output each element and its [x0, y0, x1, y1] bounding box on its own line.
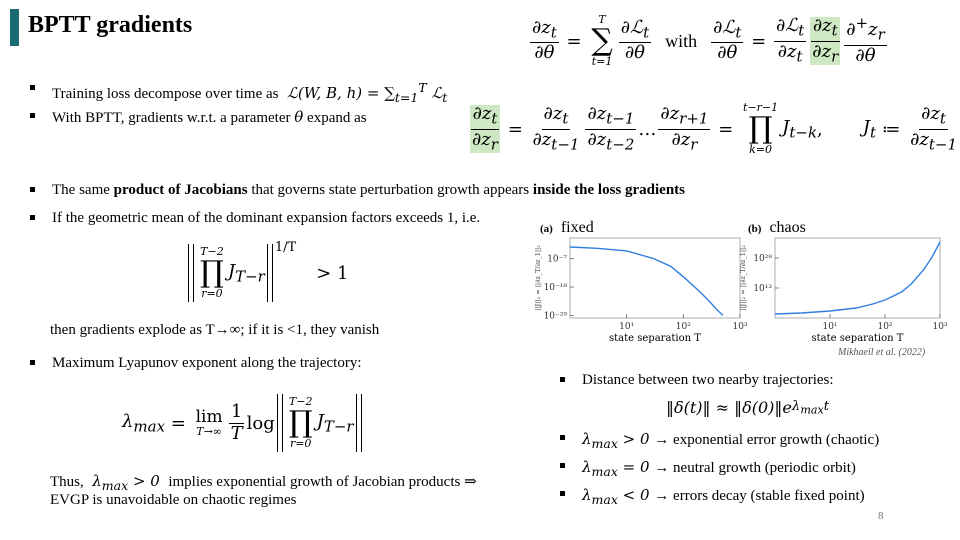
panel-a-title: fixed: [560, 219, 594, 236]
gradient-sum-equation: $\frac{\partial z_t}{\partial\theta}$ = T ∑ t=1 $\frac{\partial ℒ_t}{\partial\theta}$ with $\frac{\partial ℒ_t}{\partial\theta}$ = $\frac{\partial ℒ_t}{\partial z_t}$ $\frac{\partial z_t}{\partial z_r}$ $\frac{\partial^+z_r}{\partial\theta}$: [532, 13, 885, 69]
jacobian-product-equation: $\frac{\partial z_t}{\partial z_r}$ = $\frac{\partial z_t}{\partial z_{t-1}}$ $\frac{\partial z_{t-1}}{\partial z_{t-2}}$ … $\frac{\partial z_{r+1}}{\partial z_r}$ = t−r−1 ∏ k=0 $J_{t-k}$ , $J_t$ ≔ $\frac{\partial z_t}{\partial z_{t-1}}$: [472, 101, 957, 157]
y-tick-label: 10⁻¹⁸: [543, 283, 567, 294]
slide-title: BPTT gradients: [28, 12, 193, 38]
title-accent-bar: [10, 9, 19, 46]
panel-b-title: chaos: [769, 219, 806, 236]
y-tick-label: 10⁻⁷: [547, 254, 567, 265]
x-axis-label: state separation T: [609, 333, 701, 344]
lyapunov-equation: $\lambda_{max}$ = lim T→∞ $\frac{1}{T}$ log T−2 ∏ r=0 $J_{T-r}$: [122, 394, 364, 452]
x-tick-label: 10²: [877, 322, 893, 332]
b3-mid: that governs state perturbation growth appears: [247, 182, 533, 198]
distance-equation: ‖δ(t)‖ ≈ ‖δ(0)‖e $\lambda_{max}t$: [666, 398, 830, 417]
log-word: log: [246, 412, 275, 434]
thus-b: implies exponential growth of Jacobian products ⇒: [168, 474, 477, 490]
geometric-mean-inequality: T−2 ∏ r=0 $J_{T-r}$ 1/T > 1: [186, 244, 348, 302]
thus-a: Thus,: [50, 474, 84, 490]
bullet-bptt-text: With BPTT, gradients w.r.t. a parameter: [52, 110, 291, 126]
panel-a-label: [540, 219, 594, 237]
plot-chaos: [739, 238, 948, 344]
b3-bold1: product of Jacobians: [113, 182, 248, 198]
x-tick-label: 10³: [732, 322, 748, 332]
r3-text: → neutral growth (periodic orbit): [654, 460, 856, 476]
panel-b-tag: (b): [748, 223, 762, 235]
theta-symbol: θ: [294, 108, 304, 126]
b4-after-text: then gradients explode as T→∞; if it is <1, they vanish: [50, 322, 380, 338]
panel-a-tag: (a): [540, 223, 553, 235]
jacobian-norm-plots: [530, 236, 950, 348]
series-line: [570, 247, 723, 315]
r4-text: → errors decay (stable fixed point): [654, 488, 865, 504]
thus-line-1: Thus, $\lambda_{max} > 0$ implies exponential growth of Jacobian products ⇒: [50, 472, 477, 493]
b3-pre: The same: [52, 182, 114, 198]
b3-bold2: inside the loss gradients: [532, 182, 686, 198]
x-tick-label: 10²: [675, 322, 691, 332]
figure-citation: Mikhaeil et al. (2022): [838, 347, 926, 358]
thus-line-2: EVGP is unavoidable on chaotic regimes: [50, 492, 297, 508]
y-tick-label: 10¹³: [753, 284, 772, 294]
plot-fixed: [534, 238, 748, 344]
x-axis-label: state separation T: [811, 333, 904, 344]
y-tick-label: 10⁻²⁹: [543, 311, 567, 322]
y-tick-label: 10²⁸: [753, 254, 772, 264]
plot-frame: [775, 238, 940, 318]
x-tick-label: 10¹: [619, 322, 635, 332]
with-word: with: [665, 30, 698, 51]
y-axis-label: ||J||₂ = ||∂z_T/∂z_1||₂: [739, 245, 747, 311]
page-number: 8: [878, 510, 884, 522]
b5-text: Maximum Lyapunov exponent along the trajectory:: [52, 355, 362, 371]
x-tick-label: 10¹: [822, 322, 838, 332]
r2-text: → exponential error growth (chaotic): [654, 432, 880, 448]
bullet-loss-text: Training loss decompose over time as: [52, 86, 279, 102]
series-line: [775, 242, 940, 314]
x-tick-label: 10³: [932, 322, 948, 332]
r1-text: Distance between two nearby trajectories:: [582, 372, 834, 388]
y-axis-label: ||J||₂ = ||∂z_T/∂z_1||₂: [534, 245, 542, 311]
b4-text: If the geometric mean of the dominant expansion factors exceeds 1, i.e.: [52, 210, 481, 226]
lim-word: lim: [195, 406, 223, 427]
panel-b-label: [748, 219, 806, 237]
bullet-bptt-tail: expand as: [307, 110, 367, 126]
